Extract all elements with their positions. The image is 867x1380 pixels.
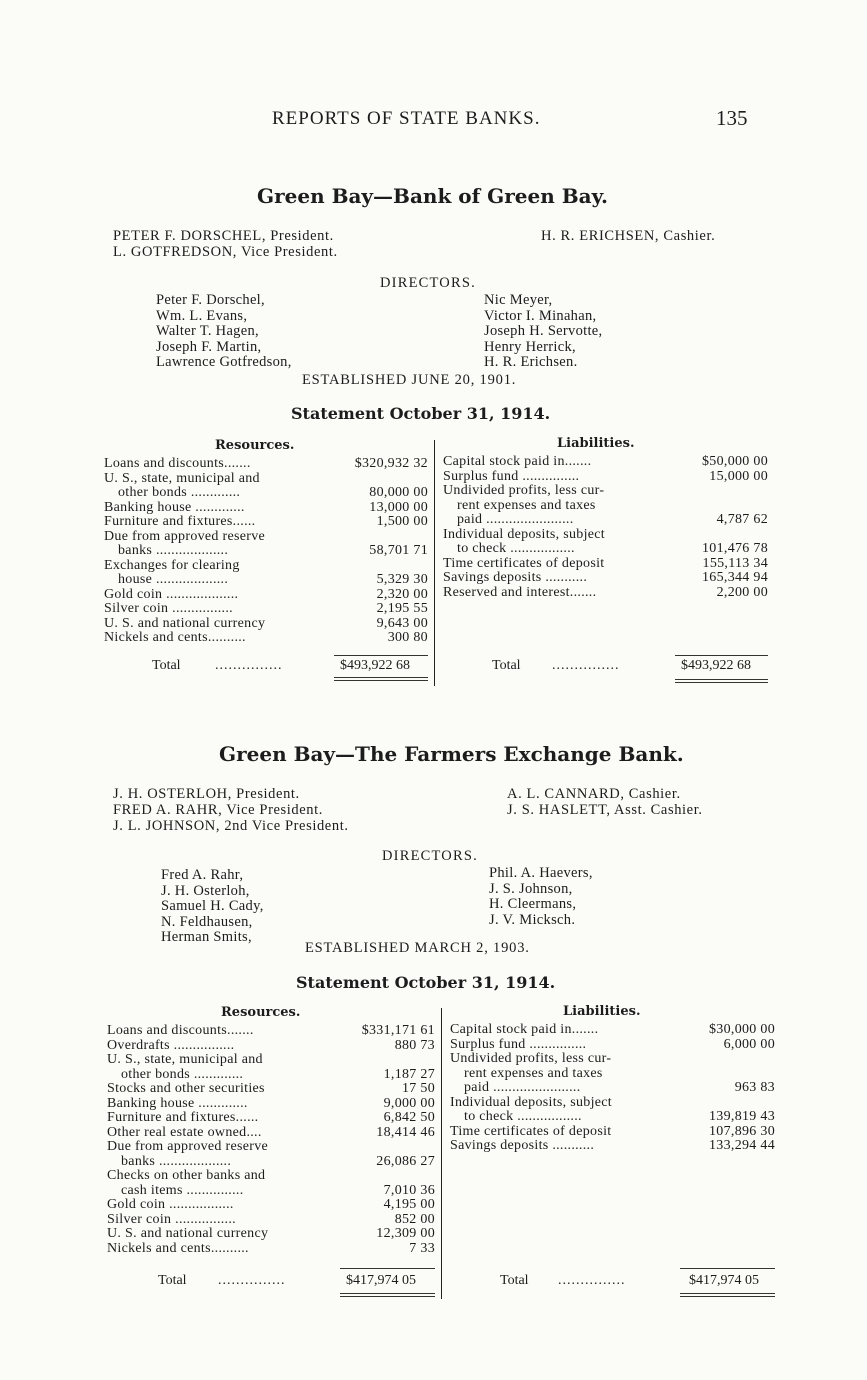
ledger-item-label: other bonds .............	[118, 485, 241, 500]
ledger-item-amount: 852 00	[394, 1211, 435, 1227]
ledger-row	[450, 1139, 775, 1154]
ledger-item-amount: 107,896 30	[709, 1123, 775, 1139]
ledger-item-label: Silver coin ................	[107, 1211, 236, 1227]
ledger-item-amount: $50,000 00	[702, 454, 768, 469]
bank1-resources-table	[104, 457, 428, 646]
bank1-liabilities-heading: Liabilities.	[557, 436, 635, 451]
ledger-row	[443, 499, 768, 514]
bank2-officer: FRED A. RAHR, Vice President.	[113, 802, 323, 818]
ledger-row	[104, 501, 428, 516]
ledger-item-amount: $320,932 32	[354, 456, 428, 471]
ledger-row	[443, 586, 768, 601]
ledger-item-label: Capital stock paid in.......	[443, 454, 592, 469]
ledger-row	[107, 1053, 435, 1068]
bank1-resources-double-rule	[334, 680, 428, 681]
ledger-row	[443, 528, 768, 543]
ledger-row	[107, 1213, 435, 1228]
bank2-liabilities-sum-rule	[680, 1268, 775, 1269]
ledger-item-amount: $30,000 00	[709, 1022, 775, 1037]
ledger-item-label: Individual deposits, subject	[443, 526, 605, 542]
director-name: Herman Smits,	[161, 929, 252, 945]
ledger-row	[450, 1125, 775, 1140]
ledger-item-label: Time certificates of deposit	[450, 1123, 612, 1139]
ledger-row	[107, 1198, 435, 1213]
bank1-liabilities-double-rule	[675, 679, 768, 680]
director-name: Fred A. Rahr,	[161, 867, 244, 883]
ledger-item-label: Banking house .............	[107, 1095, 248, 1111]
director-name: Phil. A. Haevers,	[489, 865, 593, 881]
ledger-row	[107, 1039, 435, 1054]
ledger-item-amount: 4,195 00	[383, 1197, 435, 1212]
bank2-liabilities-double-rule	[680, 1296, 775, 1297]
bank1-resources-total-leader: ...............	[215, 658, 283, 673]
ledger-item-amount: 15,000 00	[709, 468, 768, 484]
ledger-item-amount: 17 50	[402, 1081, 435, 1096]
ledger-item-label: house ...................	[118, 572, 229, 587]
ledger-item-label: U. S., state, municipal and	[107, 1052, 263, 1067]
ledger-row	[443, 571, 768, 586]
ledger-item-label: cash items ...............	[121, 1182, 244, 1198]
bank2-resources-double-rule	[340, 1296, 435, 1297]
bank1-resources-total: $493,922 68	[340, 658, 410, 673]
bank1-liabilities-table	[443, 455, 768, 600]
bank1-established: ESTABLISHED JUNE 20, 1901.	[302, 372, 517, 388]
ledger-row	[107, 1140, 435, 1155]
ledger-item-label: Due from approved reserve	[107, 1139, 269, 1154]
bank2-statement-heading: Statement October 31, 1914.	[296, 973, 556, 992]
ledger-row	[107, 1155, 435, 1170]
ledger-item-label: paid .......................	[457, 512, 574, 527]
bank2-resources-total-label: Total	[158, 1273, 187, 1288]
ledger-row	[104, 486, 428, 501]
ledger-row	[104, 457, 428, 472]
ledger-item-amount: 58,701 71	[369, 543, 428, 558]
ledger-item-amount: $331,171 61	[361, 1023, 435, 1038]
ledger-row	[104, 602, 428, 617]
ledger-row	[107, 1097, 435, 1112]
ledger-row	[104, 588, 428, 603]
ledger-row	[104, 530, 428, 545]
ledger-item-label: rent expenses and taxes	[457, 497, 596, 513]
bank2-liabilities-total-label: Total	[500, 1273, 529, 1288]
bank2-officer: J. L. JOHNSON, 2nd Vice President.	[113, 818, 349, 834]
ledger-item-amount: 2,195 55	[376, 601, 428, 616]
running-head: REPORTS OF STATE BANKS.	[272, 108, 541, 129]
director-name: Walter T. Hagen,	[156, 323, 259, 339]
bank1-liabilities-total-leader: ...............	[552, 658, 620, 673]
ledger-item-amount: 2,200 00	[716, 584, 768, 600]
ledger-item-label: banks ...................	[118, 543, 229, 558]
bank2-resources-table	[107, 1024, 435, 1256]
ledger-row	[107, 1169, 435, 1184]
ledger-row	[107, 1024, 435, 1039]
director-name: H. Cleermans,	[489, 896, 577, 912]
ledger-item-label: paid .......................	[464, 1080, 581, 1095]
ledger-item-amount: 1,500 00	[376, 514, 428, 529]
ledger-item-amount: 6,842 50	[383, 1110, 435, 1125]
bank2-resources-heading: Resources.	[221, 1005, 301, 1020]
ledger-item-label: rent expenses and taxes	[464, 1065, 603, 1081]
director-name: J. H. Osterloh,	[161, 882, 250, 899]
bank2-liabilities-heading: Liabilities.	[563, 1004, 641, 1019]
ledger-item-label: U. S. and national currency	[104, 615, 266, 631]
director-name: J. S. Johnson,	[489, 880, 573, 897]
ledger-row	[107, 1184, 435, 1199]
ledger-item-label: Due from approved reserve	[104, 528, 266, 544]
ledger-item-label: Other real estate owned....	[107, 1124, 262, 1140]
ledger-item-label: Gold coin .................	[107, 1197, 234, 1212]
ledger-row	[450, 1052, 775, 1067]
ledger-item-label: Savings deposits ...........	[450, 1138, 595, 1153]
ledger-item-label: Surplus fund ...............	[450, 1036, 587, 1052]
ledger-item-amount: 963 83	[734, 1080, 775, 1095]
ledger-item-label: Checks on other banks and	[107, 1168, 266, 1183]
bank1-directors-right	[484, 293, 602, 371]
bank2-directors-left	[161, 868, 264, 946]
ledger-row	[104, 631, 428, 646]
director-name: H. R. Erichsen.	[484, 354, 578, 370]
ledger-item-label: U. S. and national currency	[107, 1226, 269, 1241]
ledger-row	[104, 559, 428, 574]
director-name: Wm. L. Evans,	[156, 307, 248, 324]
ledger-item-label: other bonds .............	[121, 1066, 244, 1082]
ledger-item-amount: 6,000 00	[723, 1036, 775, 1052]
ledger-item-label: to check .................	[457, 541, 575, 556]
ledger-row	[107, 1126, 435, 1141]
ledger-item-label: Reserved and interest.......	[443, 584, 597, 600]
ledger-item-amount: 7 33	[409, 1240, 435, 1256]
bank1-officer: H. R. ERICHSEN, Cashier.	[541, 228, 716, 244]
bank2-officers-right	[507, 786, 703, 818]
ledger-item-label: Loans and discounts.......	[104, 456, 251, 471]
ledger-item-amount: 880 73	[394, 1037, 435, 1053]
bank1-liabilities-total-label: Total	[492, 658, 521, 673]
bank2-liabilities-total: $417,974 05	[689, 1273, 759, 1288]
ledger-item-label: Undivided profits, less cur-	[450, 1051, 612, 1066]
ledger-item-label: Individual deposits, subject	[450, 1094, 612, 1110]
ledger-item-label: Silver coin ................	[104, 601, 233, 616]
ledger-row	[104, 472, 428, 487]
ledger-item-amount: 18,414 46	[376, 1124, 435, 1140]
ledger-item-amount: 80,000 00	[369, 485, 428, 500]
ledger-item-label: Banking house .............	[104, 499, 245, 515]
ledger-row	[104, 617, 428, 632]
director-name: N. Feldhausen,	[161, 913, 253, 930]
director-name: J. V. Micksch.	[489, 911, 576, 928]
page-number: 135	[716, 106, 748, 130]
ledger-row	[450, 1067, 775, 1082]
bank1-liabilities-total: $493,922 68	[681, 658, 751, 673]
bank1-officers-left	[113, 228, 338, 260]
bank1-officer: PETER F. DORSCHEL, President.	[113, 228, 334, 244]
bank2-liabilities-total-leader: ...............	[558, 1273, 626, 1288]
ledger-item-label: Nickels and cents..........	[107, 1240, 249, 1256]
bank1-resources-double-rule	[334, 677, 428, 678]
bank1-column-divider	[434, 440, 435, 686]
bank1-directors-heading: DIRECTORS.	[380, 275, 476, 291]
bank2-resources-sum-rule	[340, 1268, 435, 1269]
ledger-item-amount: 101,476 78	[702, 541, 768, 556]
ledger-item-label: Savings deposits ...........	[443, 570, 588, 585]
bank2-liabilities-double-rule	[680, 1293, 775, 1294]
bank1-directors-left	[156, 293, 292, 371]
ledger-row	[450, 1110, 775, 1125]
bank1-liabilities-double-rule	[675, 682, 768, 683]
bank2-officer: J. S. HASLETT, Asst. Cashier.	[507, 802, 703, 818]
ledger-item-label: Surplus fund ...............	[443, 468, 580, 484]
ledger-item-amount: 13,000 00	[369, 499, 428, 515]
director-name: Victor I. Minahan,	[484, 307, 597, 324]
ledger-item-label: Nickels and cents..........	[104, 630, 246, 645]
bank1-title: Green Bay—Bank of Green Bay.	[257, 184, 608, 208]
ledger-item-amount: 7,010 36	[383, 1182, 435, 1198]
director-name: Samuel H. Cady,	[161, 898, 264, 914]
ledger-row	[443, 513, 768, 528]
bank2-liabilities-table	[450, 1023, 775, 1154]
ledger-row	[450, 1096, 775, 1111]
ledger-item-amount: 5,329 30	[376, 572, 428, 587]
ledger-item-label: Undivided profits, less cur-	[443, 483, 605, 498]
bank2-resources-total: $417,974 05	[346, 1273, 416, 1288]
ledger-item-amount: 9,000 00	[383, 1095, 435, 1111]
ledger-item-amount: 12,309 00	[376, 1226, 435, 1241]
ledger-item-label: Stocks and other securities	[107, 1081, 265, 1096]
director-name: Nic Meyer,	[484, 292, 553, 308]
ledger-item-amount: 2,320 00	[376, 586, 428, 602]
ledger-item-amount: 1,187 27	[383, 1066, 435, 1082]
bank2-established: ESTABLISHED MARCH 2, 1903.	[305, 940, 530, 956]
ledger-item-amount: 139,819 43	[709, 1109, 775, 1124]
ledger-row	[443, 557, 768, 572]
ledger-row	[443, 484, 768, 499]
ledger-item-label: Exchanges for clearing	[104, 557, 240, 573]
ledger-item-label: Furniture and fixtures......	[107, 1110, 259, 1125]
ledger-row	[104, 544, 428, 559]
ledger-item-amount: 9,643 00	[376, 615, 428, 631]
ledger-item-label: Overdrafts ................	[107, 1037, 235, 1053]
director-name: Joseph H. Servotte,	[484, 323, 603, 339]
bank2-column-divider	[441, 1008, 442, 1299]
ledger-row	[443, 470, 768, 485]
ledger-row	[450, 1081, 775, 1096]
ledger-item-label: U. S., state, municipal and	[104, 470, 260, 486]
bank1-statement-heading: Statement October 31, 1914.	[291, 404, 551, 423]
ledger-item-amount: 4,787 62	[716, 512, 768, 527]
bank1-officers-right	[541, 228, 715, 244]
bank2-officers-left	[113, 786, 349, 834]
ledger-item-amount: 26,086 27	[376, 1153, 435, 1169]
ledger-row	[443, 455, 768, 470]
ledger-row	[450, 1038, 775, 1053]
ledger-row	[107, 1068, 435, 1083]
ledger-item-label: Gold coin ...................	[104, 586, 239, 602]
director-name: Henry Herrick,	[484, 338, 576, 355]
ledger-row	[104, 515, 428, 530]
ledger-item-label: Capital stock paid in.......	[450, 1022, 599, 1037]
bank2-title: Green Bay—The Farmers Exchange Bank.	[219, 742, 684, 766]
bank2-directors-heading: DIRECTORS.	[382, 848, 478, 864]
director-name: Peter F. Dorschel,	[156, 292, 265, 308]
bank1-officer: L. GOTFREDSON, Vice President.	[113, 244, 338, 260]
ledger-row	[107, 1111, 435, 1126]
bank2-officer: A. L. CANNARD, Cashier.	[507, 786, 681, 802]
ledger-item-amount: 155,113 34	[702, 555, 768, 571]
ledger-item-amount: 165,344 94	[702, 570, 768, 585]
ledger-row	[107, 1242, 435, 1257]
ledger-row	[107, 1227, 435, 1242]
ledger-row	[450, 1023, 775, 1038]
ledger-item-label: Loans and discounts.......	[107, 1023, 254, 1038]
ledger-item-label: Furniture and fixtures......	[104, 514, 256, 529]
bank2-officer: J. H. OSTERLOH, President.	[113, 786, 300, 802]
director-name: Joseph F. Martin,	[156, 338, 262, 355]
bank1-resources-heading: Resources.	[215, 438, 295, 453]
bank2-resources-total-leader: ...............	[218, 1273, 286, 1288]
bank1-resources-total-label: Total	[152, 658, 181, 673]
ledger-item-amount: 133,294 44	[709, 1138, 775, 1153]
ledger-row	[443, 542, 768, 557]
director-name: Lawrence Gotfredson,	[156, 354, 292, 370]
bank2-directors-right	[489, 866, 593, 928]
bank1-liabilities-sum-rule	[675, 655, 768, 656]
ledger-item-label: banks ...................	[121, 1153, 232, 1169]
ledger-row	[107, 1082, 435, 1097]
bank2-resources-double-rule	[340, 1293, 435, 1294]
ledger-item-amount: 300 80	[387, 630, 428, 645]
ledger-item-label: to check .................	[464, 1109, 582, 1124]
bank1-resources-sum-rule	[334, 655, 428, 656]
ledger-row	[104, 573, 428, 588]
ledger-item-label: Time certificates of deposit	[443, 555, 605, 571]
